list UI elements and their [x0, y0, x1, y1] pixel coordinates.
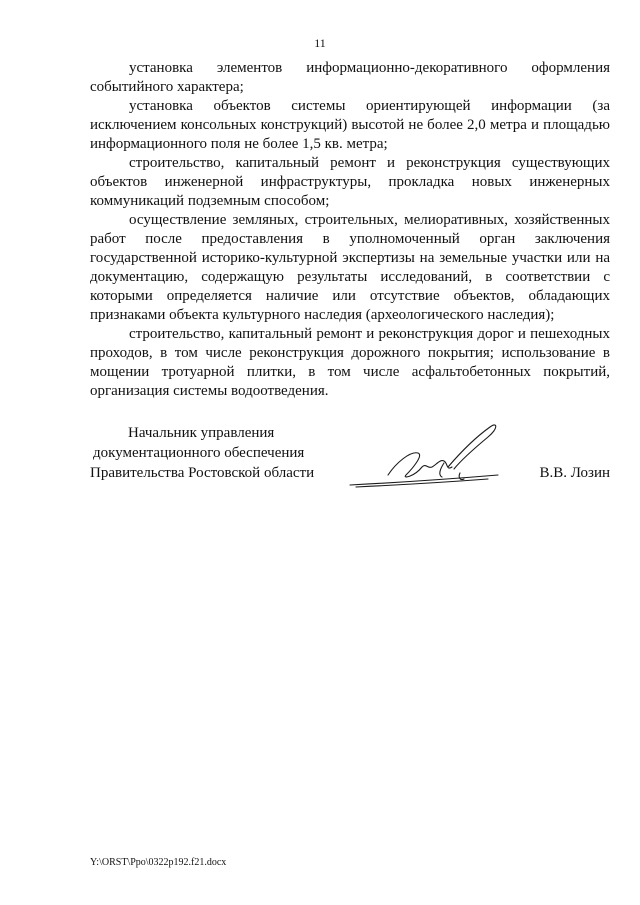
paragraph-engineering-infrastructure: строительство, капитальный ремонт и реконструкция существующих объектов инженерной инфраструктуры, прокладка новых инженерных коммуникаций подземным способом;	[90, 155, 610, 209]
signature-block	[90, 423, 610, 503]
paragraph-orientation-objects: установка объектов системы ориентирующей информации (за исключением консольных конструкций) высотой не более 2,0 метра и площадью информационного поля не более 1,5 кв. метра;	[90, 98, 610, 152]
page-number: 11	[314, 36, 326, 50]
signatory-name: В.В. Лозин	[539, 465, 610, 481]
paragraph-decor-elements: установка элементов информационно-декоративного оформления событийного характера;	[90, 60, 610, 95]
handwritten-signature-icon	[348, 423, 508, 493]
signatory-position-line-1: Начальник управления	[128, 425, 275, 441]
paragraph-roads: строительство, капитальный ремонт и реконструкция дорог и пешеходных проходов, в том числе реконструкция дорожного покрытия; использование в мощении тротуарной плитки, в том числе асфальтобетонных покрытий, организация системы водоотведения.	[90, 326, 610, 399]
footer-file-path: Y:\ORST\Ppo\0322p192.f21.docx	[90, 857, 227, 868]
signatory-position-line-2: документационного обеспечения	[93, 445, 305, 461]
signatory-position-line-3: Правительства Ростовской области	[90, 465, 315, 481]
paragraph-earthworks: осуществление земляных, строительных, мелиоративных, хозяйственных работ после предоставления в уполномоченный орган заключения государственной историко-культурной экспертизы на земельные участки или на документацию, содержащую результаты исследований, в соответствии с которыми определяется наличие или отсутствие объектов, обладающих признаками объекта культурного наследия (археологического наследия);	[90, 212, 610, 323]
document-body	[90, 59, 610, 401]
